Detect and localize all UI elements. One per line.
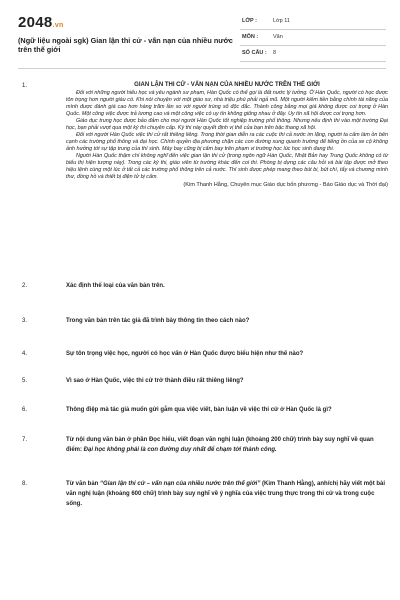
question-7-quote: Đại học không phải là con đường duy nhất để chạm tới thành công. [83, 447, 277, 453]
passage-paragraph: Đối với người Hàn Quốc việc thi cử rất thiêng liêng. Trong thời gian diễn ra các cuộc thi cả nước im lặng, người ta cấm làm ồn bên cạnh các trường phổ thông và đại học. Chính quyền địa phương chặn các con đường xung quanh trường để tiếng ồn của xe cộ không ảnh hưởng tới sự tập trung của thí sinh. Máy bay cũng bị cấm bay trên phạm vi trường học lúc học sinh đang thi. [66, 132, 388, 152]
meta-row-subject [240, 30, 386, 46]
meta-box [240, 14, 386, 62]
question-number: 3. [22, 318, 28, 324]
question-8-text: Từ văn bản [66, 481, 101, 487]
question-5: Vì sao ở Hàn Quốc, việc thi cử trở thành điều rất thiêng liêng? [66, 378, 244, 384]
question-6: Thông điệp mà tác giả muốn gửi gắm qua việc viết, bàn luận về việc thi cử ở Hàn Quốc là gì? [66, 407, 332, 413]
question-7 [66, 435, 388, 455]
meta-value: 8 [273, 50, 277, 56]
meta-value: Lớp 11 [273, 18, 290, 24]
passage-paragraph: Giáo dục trung học được bảo đảm cho mọi người Hàn Quốc tốt nghiệp trường phổ thông. Nhưng nếu định thi vào một trường Đại học, bạn phải vượt qua một kỳ thi chuyên cấp. Kỳ thi này quyết định vị thế của bạn trên bậc thang xã hội. [66, 118, 388, 131]
header-divider [18, 68, 386, 69]
reading-passage [66, 82, 388, 189]
meta-label: SỐ CÂU : [242, 50, 267, 56]
question-2: Xác định thể loại của văn bản trên. [66, 283, 165, 289]
question-8-text-rest: (Kim Thanh Hằng), anh/chị hãy viết một bài văn nghị luận (khoảng 600 chữ) trình bày suy nghĩ về ý nghĩa của việc trung thực trong thi cử và trong cuộc sống. [66, 481, 386, 507]
question-4: Sự tôn trọng việc học, người có học vấn ở Hàn Quốc được biểu hiện như thế nào? [66, 351, 304, 357]
question-number: 1. [22, 83, 28, 89]
question-8-title: “Gian lận thi cử – vấn nạn của nhiều nước trên thế giới” [100, 481, 261, 487]
question-number: 8. [22, 481, 28, 487]
question-number: 6. [22, 407, 28, 413]
question-8 [66, 479, 388, 509]
meta-row-class [240, 14, 386, 30]
meta-label: LỚP : [242, 18, 257, 24]
passage-title: GIAN LẬN THI CỬ - VẤN NẠN CỦA NHIỀU NƯỚC TRÊN THẾ GIỚI [134, 82, 320, 88]
question-7-text: Từ nội dung văn bản ở phần Đọc hiểu, viết đoạn văn nghị luận (khoảng 200 chữ) trình bày suy nghĩ về quan điểm: [66, 437, 374, 453]
question-number: 5. [22, 378, 28, 384]
meta-label: MÔN : [242, 34, 259, 40]
passage-paragraph: Đối với những người hiếu học và yêu ngành sư phạm, Hàn Quốc có thể gọi là đất nước lý tưởng. Ở Hàn Quốc, người có học được tôn trọng hơn người giàu có. Khi nói chuyện với một giáo sư, nhà triệu phú phải ngả mũ. Một người kiếm tiền bằng chính tài năng của mình được đánh giá cao hơn hàng trăm lần so với người trúng số độc đắc. Thành công bằng mọi giá không được coi trọng ở Hàn Quốc. Một công việc được trả lương cao và một công việc có uy tín không giống nhau ở đây. Uy tín xã hội được coi trọng hơn. [66, 90, 388, 117]
question-number: 2. [22, 283, 28, 289]
meta-value: Văn [273, 34, 283, 40]
question-3: Trong văn bản trên tác giả đã trình bày thông tin theo cách nào? [66, 318, 250, 324]
site-logo[interactable] [18, 14, 64, 31]
meta-row-count [240, 46, 386, 62]
passage-paragraph: Người Hàn Quốc thậm chí không nghĩ đến việc gian lận thi cử (trong ngôn ngữ Hàn Quốc, Nhật Bản hay Trung Quốc không có từ biểu thị hiện tượng này). Trong các kỳ thi, giáo viên từ trường khác đến coi thi. Phòng bị dựng các câu hỏi và bài tập được mở theo hiệu lệnh cùng một lúc ở tất cả các trường phổ thông trên cả nước. Thí sinh được phép mang theo bút bi, bút chì, tẩy và chương mình thư, đồng hồ và thiết bị điện tử bị cấm. [66, 153, 388, 180]
logo-suffix: .vn [52, 22, 64, 29]
question-number: 7. [22, 437, 28, 443]
document-title: (Ngữ liệu ngoài sgk) Gian lận thi cử - vấn nạn của nhiều nước trên thế giới [18, 36, 233, 54]
passage-source: (Kim Thanh Hằng, Chuyên mục Giáo dục bốn phương - Báo Giáo dục và Thời đại) [183, 182, 388, 188]
logo-text: 2048 [18, 14, 53, 31]
question-number: 4. [22, 351, 28, 357]
